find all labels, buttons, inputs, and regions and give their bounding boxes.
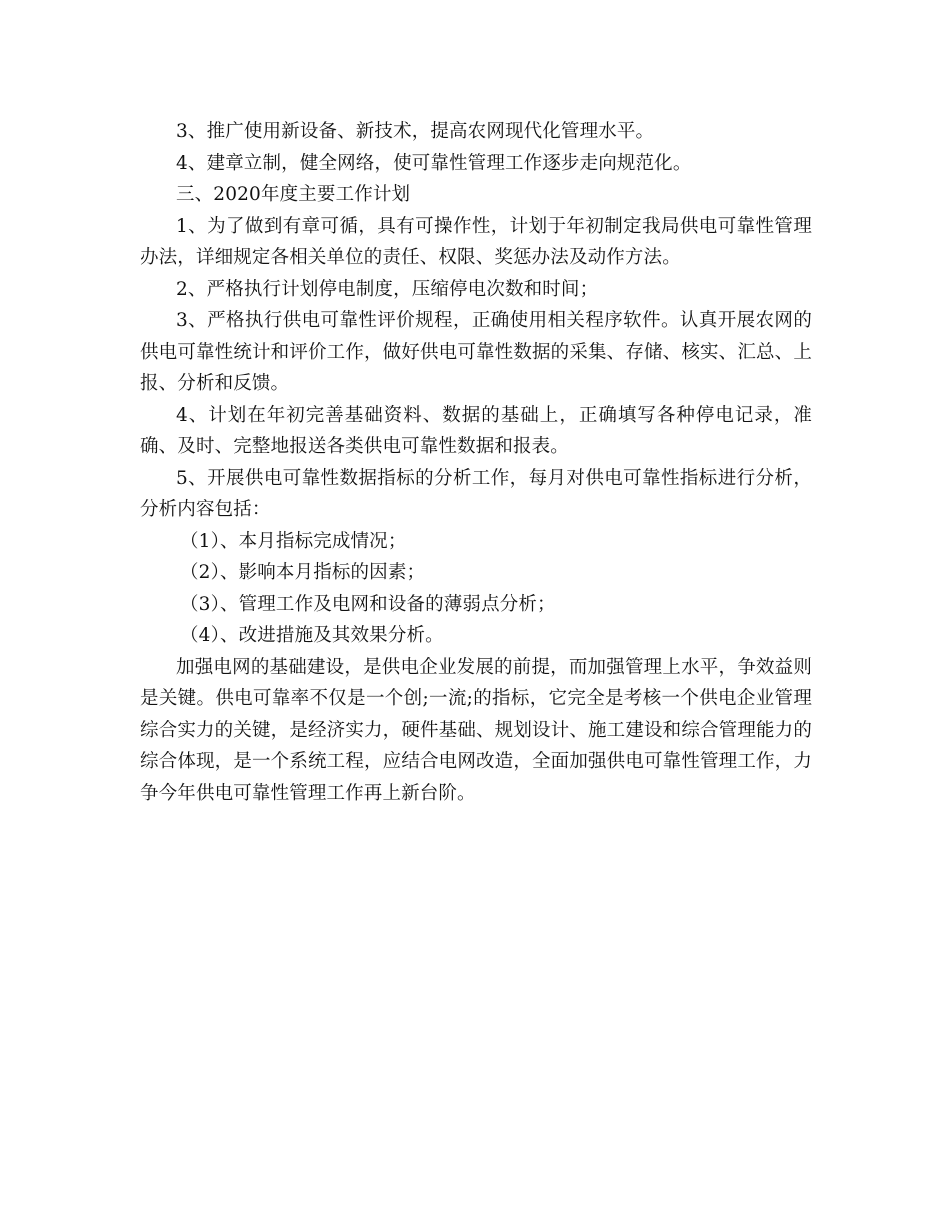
plan-item-5: 5、开展供电可靠性数据指标的分析工作，每月对供电可靠性指标进行分析，分析内容包括： xyxy=(140,467,812,520)
plan-item-4: 4、计划在年初完善基础资料、数据的基础上，正确填写各种停电记录，准确、及时、完整地报送各类供电可靠性数据和报表。 xyxy=(140,404,812,457)
analysis-subitem-3: （3）、管理工作及电网和设备的薄弱点分析； xyxy=(180,593,556,615)
plan-item-2: 2、严格执行计划停电制度，压缩停电次数和时间； xyxy=(176,278,599,300)
plan-item-1: 1、为了做到有章可循，具有可操作性，计划于年初制定我局供电可靠性管理办法，详细规定各相关单位的责任、权限、奖惩办法及动作方法。 xyxy=(140,215,812,268)
document-body xyxy=(140,116,812,809)
analysis-subitem-4: （4）、改进措施及其效果分析。 xyxy=(180,625,444,646)
analysis-subitem-1: （1）、本月指标完成情况； xyxy=(180,530,407,552)
paragraph-item-3: 3、推广使用新设备、新技术，提高农网现代化管理水平。 xyxy=(176,121,655,142)
closing-paragraph: 加强电网的基础建设，是供电企业发展的前提，而加强管理上水平，争效益则是关键。供电可靠率不仅是一个创;一流;的指标，它完全是考核一个供电企业管理综合实力的关键，是经济实力，硬件基础、规划设计、施工建设和综合管理能力的综合体现，是一个系统工程，应结合电网改造，全面加强供电可靠性管理工作，力争今年供电可靠性管理工作再上新台阶。 xyxy=(140,656,812,804)
paragraph-item-4: 4、建章立制，健全网络，使可靠性管理工作逐步走向规范化。 xyxy=(176,152,692,174)
plan-item-3: 3、严格执行供电可靠性评价规程，正确使用相关程序软件。认真开展农网的供电可靠性统计和评价工作，做好供电可靠性数据的采集、存储、核实、汇总、上报、分析和反馈。 xyxy=(140,310,812,394)
analysis-subitem-2: （2）、影响本月指标的因素； xyxy=(180,562,426,583)
section-heading-work-plan: 三、2020年度主要工作计划 xyxy=(176,184,411,205)
